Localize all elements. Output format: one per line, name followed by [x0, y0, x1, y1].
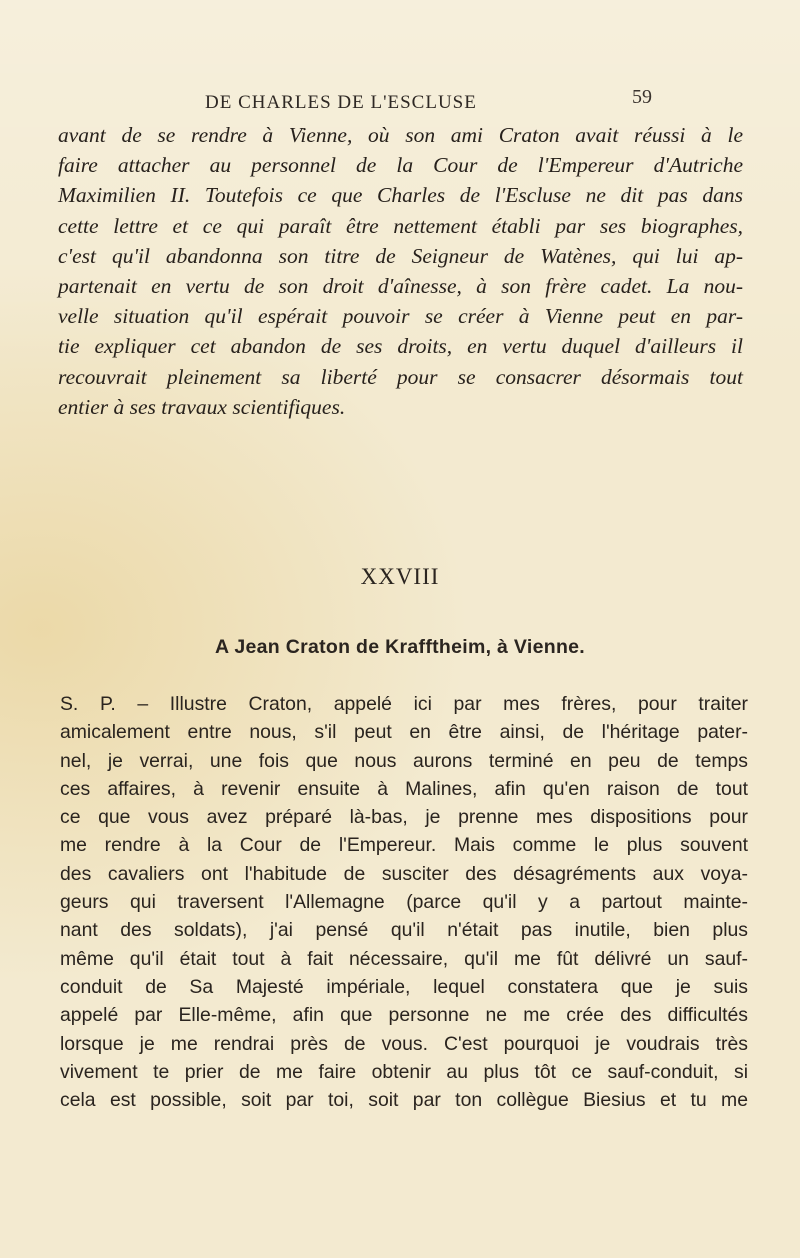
- letter-line: cela est possible, soit par toi, soit par ton collègue Biesius et tu me: [60, 1089, 748, 1112]
- letter-body: [60, 690, 748, 1114]
- letter-line: même qu'il était tout à fait nécessaire, qu'il me fût délivré un sauf-: [60, 947, 748, 970]
- letter-line: ce que vous avez préparé là-bas, je prenne mes dispositions pour: [60, 806, 748, 829]
- continuation-paragraph: [58, 120, 743, 422]
- paragraph-line: recouvrait pleinement sa liberté pour se consacrer désormais tout: [58, 364, 743, 389]
- letter-line: nant des soldats), j'ai pensé qu'il n'était pas inutile, bien plus: [60, 919, 748, 942]
- paragraph-line: tie expliquer cet abandon de ses droits, en vertu duquel d'ailleurs il: [58, 334, 743, 359]
- paragraph-line: Maximilien II. Toutefois ce que Charles de l'Escluse ne dit pas dans: [58, 183, 743, 208]
- paragraph-line: cette lettre et ce qui paraît être nettement établi par ses biographes,: [58, 213, 743, 238]
- letter-line: conduit de Sa Majesté impériale, lequel constatera que je suis: [60, 975, 748, 998]
- paragraph-line: partenait en vertu de son droit d'aînesse, à son frère cadet. La nou-: [58, 274, 743, 299]
- letter-line: me rendre à la Cour de l'Empereur. Mais comme le plus souvent: [60, 834, 748, 857]
- letter-line: S. P. – Illustre Craton, appelé ici par mes frères, pour traiter: [60, 693, 748, 715]
- letter-line: des cavaliers ont l'habitude de susciter des désagréments aux voya-: [60, 862, 748, 885]
- paragraph-line: c'est qu'il abandonna son titre de Seigneur de Watènes, qui lui ap-: [58, 243, 743, 268]
- paragraph-line: avant de se rendre à Vienne, où son ami Craton avait réussi à le: [58, 123, 743, 147]
- letter-line: geurs qui traversent l'Allemagne (parce qu'il y a partout mainte-: [60, 891, 748, 914]
- running-head: DE CHARLES DE L'ESCLUSE: [205, 92, 477, 113]
- section-number: XXVIII: [360, 564, 440, 589]
- letter-line: nel, je verrai, une fois que nous aurons terminé en peu de temps: [60, 749, 748, 772]
- letter-line: appelé par Elle-même, afin que personne ne me crée des difficultés: [60, 1004, 748, 1027]
- page-number: 59: [632, 86, 652, 108]
- paragraph-line: velle situation qu'il espérait pouvoir se créer à Vienne peut en par-: [58, 304, 743, 329]
- paragraph-line: entier à ses travaux scientifiques.: [58, 394, 346, 419]
- letter-line: lorsque je me rendrai près de vous. C'est pourquoi je voudrais très: [60, 1032, 748, 1055]
- letter-line: ces affaires, à revenir ensuite à Malines, afin qu'en raison de tout: [60, 777, 748, 800]
- paragraph-line: faire attacher au personnel de la Cour de l'Empereur d'Autriche: [58, 153, 743, 178]
- letter-title: A Jean Craton de Krafftheim, à Vienne.: [214, 636, 586, 658]
- letter-line: amicalement entre nous, s'il peut en être ainsi, de l'héritage pater-: [60, 721, 748, 744]
- letter-line: vivement te prier de me faire obtenir au plus tôt ce sauf-conduit, si: [60, 1060, 748, 1083]
